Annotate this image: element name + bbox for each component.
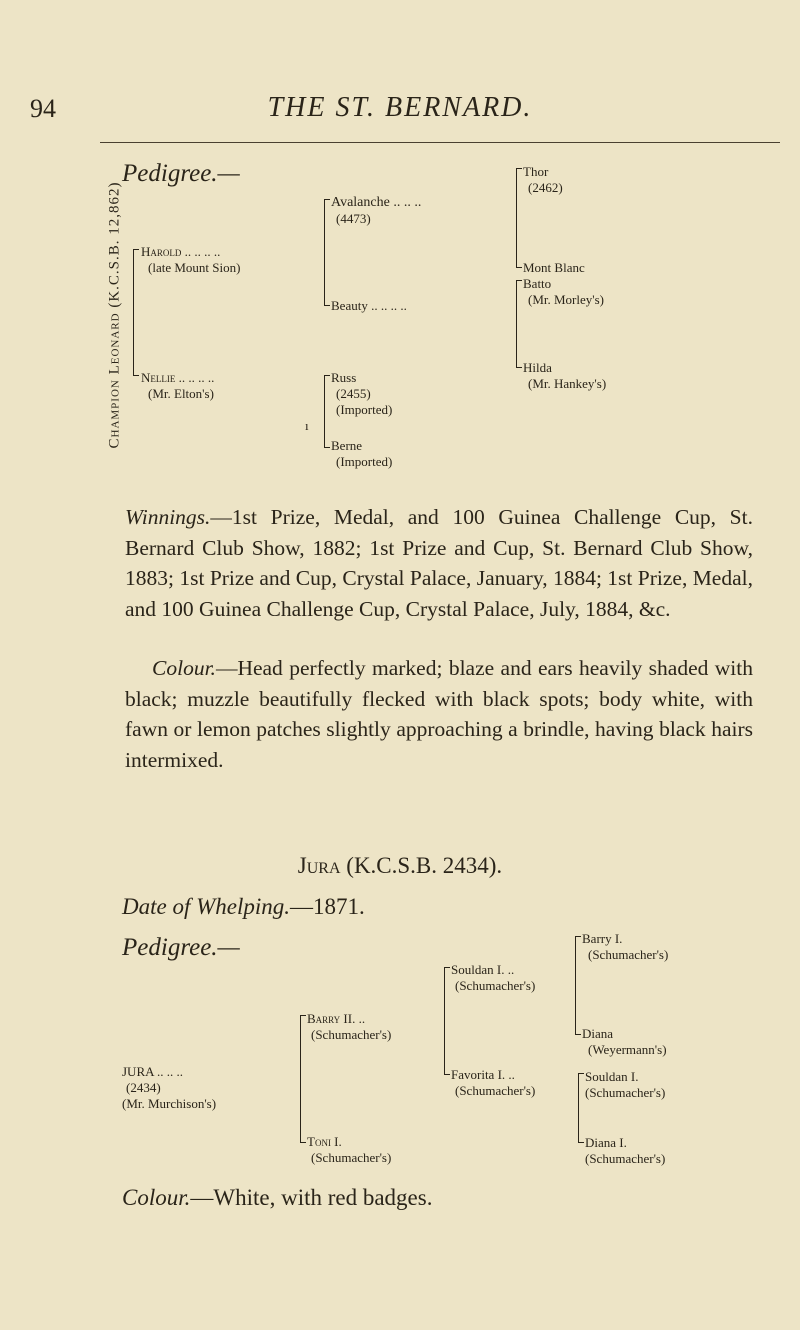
brace-barry2 [444, 967, 445, 1075]
souldan-note: (Schumacher's) [455, 978, 536, 993]
winnings-paragraph: Winnings.—1st Prize, Medal, and 100 Guinea Challenge Cup, St. Bernard Club Show, 1882; 1st Prize and Cup, St. Bernard Club Show, 1883; 1st Prize and Cup, Crystal Palace, January, 1884; 1st Prize, Medal, and 100 Guinea Challenge Cup, Crystal Palace, July, 1884, &c. [125, 505, 753, 621]
brace-sd [516, 280, 517, 368]
jura-heading: Jura (K.C.S.B. 2434). [297, 853, 503, 878]
trailing-mark: ı [305, 418, 309, 433]
diana1-note: (Schumacher's) [585, 1151, 666, 1166]
diana-name: Diana [582, 1026, 614, 1041]
jura-colour: Colour.—White, with red badges. [122, 1185, 433, 1210]
page-number: 94 [30, 94, 56, 123]
pedigree-label-2: Pedigree.— [122, 934, 240, 961]
favorita-note: (Schumacher's) [455, 1083, 536, 1098]
sds-note: (Mr. Morley's) [528, 292, 605, 307]
sds-name: Batto [523, 276, 552, 291]
jura-owner: (Mr. Murchison's) [122, 1096, 217, 1111]
vertical-dog-title: Champion Leonard (K.C.S.B. 12,862) [106, 181, 123, 449]
souldan1-name: Souldan I. [585, 1069, 639, 1084]
ds-num: (2455) [336, 386, 371, 401]
ssd-name: Mont Blanc [523, 260, 585, 275]
barry2-name: Barry II. .. [307, 1011, 366, 1026]
brace-ss [516, 168, 517, 268]
diana1-name: Diana I. [585, 1135, 627, 1150]
brace-favorita [578, 1073, 579, 1143]
jura-num: (2434) [126, 1080, 161, 1095]
favorita-name: Favorita I. .. [451, 1067, 515, 1082]
sd-name: Beauty .. .. .. .. [331, 298, 407, 313]
toni-note: (Schumacher's) [311, 1150, 392, 1165]
barry2-note: (Schumacher's) [311, 1027, 392, 1042]
pedigree-label: Pedigree.— [122, 160, 240, 187]
brace-gen1 [133, 249, 134, 376]
sss-name: Thor [523, 164, 549, 179]
brace-dam [324, 375, 325, 448]
souldan-name: Souldan I. .. [451, 962, 515, 977]
sire-note: (late Mount Sion) [148, 260, 241, 275]
diana-note: (Weyermann's) [588, 1042, 667, 1057]
dd-note: (Imported) [336, 454, 393, 469]
ds-name: Russ [331, 370, 357, 385]
header-rule [100, 142, 780, 143]
ds-note: (Imported) [336, 402, 393, 417]
brace-jura [300, 1015, 301, 1143]
ss-num: (4473) [336, 211, 371, 226]
sire-name: Harold .. .. .. .. [141, 244, 221, 259]
dam-name: Nellie .. .. .. .. [141, 370, 215, 385]
toni-name: Toni I. [307, 1134, 342, 1149]
ss-name: Avalanche .. .. .. [331, 195, 422, 210]
barry1-name: Barry I. [582, 931, 623, 946]
sdd-note: (Mr. Hankey's) [528, 376, 607, 391]
dd-name: Berne [331, 438, 363, 453]
souldan1-note: (Schumacher's) [585, 1085, 666, 1100]
barry1-note: (Schumacher's) [588, 947, 669, 962]
running-title: THE ST. BERNARD. [267, 92, 533, 123]
jura-name: JURA .. .. .. [122, 1064, 184, 1079]
date-of-whelping: Date of Whelping.—1871. [122, 894, 365, 919]
brace-sire [324, 199, 325, 306]
brace-souldan [575, 936, 576, 1035]
dam-note: (Mr. Elton's) [148, 386, 214, 401]
sdd-name: Hilda [523, 360, 552, 375]
colour-paragraph: Colour.—Head perfectly marked; blaze and ears heavily shaded with black; muzzle beautifully flecked with black spots; body white, with fawn or lemon patches slightly approaching a brindle, having black hairs intermixed. [125, 656, 753, 772]
sss-num: (2462) [528, 180, 563, 195]
